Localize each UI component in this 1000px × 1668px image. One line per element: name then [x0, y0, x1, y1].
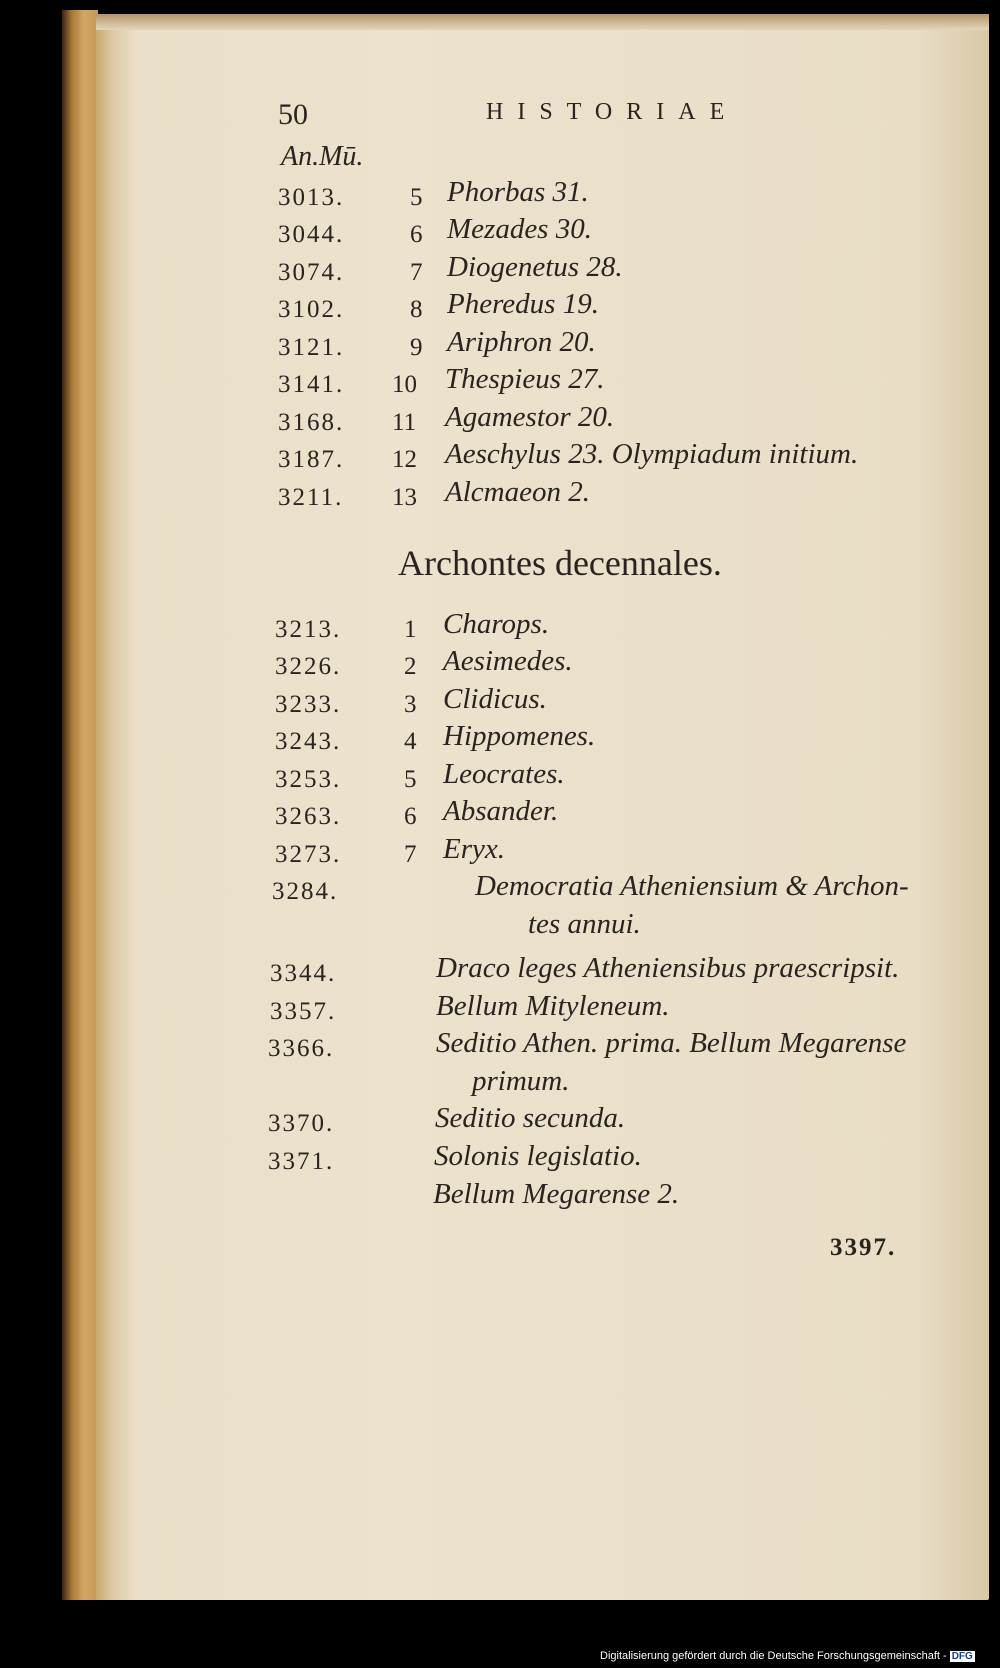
- dfg-logo: DFG: [951, 1651, 973, 1662]
- event-text: Seditio secunda.: [435, 1102, 626, 1134]
- name: Aeschylus 23. Olympiadum initium.: [445, 438, 859, 470]
- name: Aesimedes.: [443, 645, 573, 677]
- year: 3370.: [268, 1110, 335, 1137]
- year: 3253.: [275, 766, 342, 793]
- page-number: 50: [278, 98, 308, 131]
- year: 3284.: [272, 878, 339, 905]
- name: Hippomenes.: [443, 720, 596, 752]
- name: Alcmaeon 2.: [445, 476, 590, 508]
- name: Diogenetus 28.: [447, 251, 623, 283]
- event-text-continued: tes annui.: [528, 908, 641, 940]
- event-text: Draco leges Atheniensibus praescripsit.: [436, 952, 900, 984]
- year: 3213.: [275, 616, 342, 643]
- event-text: Bellum Megarense 2.: [433, 1178, 680, 1210]
- year: 3074.: [278, 259, 345, 286]
- ordinal: 11: [392, 409, 417, 436]
- name: Ariphron 20.: [447, 326, 596, 358]
- event-text-continued: primum.: [472, 1065, 570, 1097]
- name: Absander.: [443, 795, 559, 827]
- name: Charops.: [443, 608, 550, 640]
- name: Leocrates.: [443, 758, 565, 790]
- ordinal: 6: [410, 221, 423, 248]
- ordinal: 12: [392, 446, 417, 473]
- name: Eryx.: [443, 833, 505, 865]
- ordinal: 7: [404, 841, 417, 868]
- year: 3168.: [278, 409, 345, 436]
- digitization-credit: [600, 1650, 975, 1662]
- year: 3211.: [278, 484, 344, 511]
- year: 3044.: [278, 221, 345, 248]
- name: Phorbas 31.: [447, 176, 589, 208]
- year: 3243.: [275, 728, 342, 755]
- ordinal: 4: [404, 728, 417, 755]
- year: 3013.: [278, 184, 345, 211]
- year: 3263.: [275, 803, 342, 830]
- year: 3141.: [278, 371, 345, 398]
- event-text: Democratia Atheniensium & Archon-: [475, 870, 909, 902]
- ordinal: 7: [410, 259, 423, 286]
- year: 3366.: [268, 1035, 335, 1062]
- ordinal: 5: [410, 184, 423, 211]
- name: Pheredus 19.: [447, 288, 599, 320]
- ordinal: 10: [392, 371, 417, 398]
- ordinal: 1: [404, 616, 417, 643]
- ordinal: 8: [410, 296, 423, 323]
- event-text: Seditio Athen. prima. Bellum Megarense: [436, 1027, 907, 1059]
- year: 3121.: [278, 334, 345, 361]
- name: Clidicus.: [443, 683, 547, 715]
- name: Mezades 30.: [447, 213, 592, 245]
- credit-text: Digitalisierung gefördert durch die Deutsche Forschungsgemeinschaft -: [600, 1650, 947, 1662]
- year: 3344.: [270, 960, 337, 987]
- ordinal: 9: [410, 334, 423, 361]
- year: 3233.: [275, 691, 342, 718]
- ordinal: 5: [404, 766, 417, 793]
- ordinal: 6: [404, 803, 417, 830]
- section-heading: Archontes decennales.: [398, 543, 722, 583]
- event-text: Solonis legislatio.: [434, 1140, 642, 1172]
- name: Thespieus 27.: [445, 363, 605, 395]
- year: 3226.: [275, 653, 342, 680]
- year: 3273.: [275, 841, 342, 868]
- ordinal: 13: [392, 484, 417, 511]
- year: 3102.: [278, 296, 345, 323]
- running-head: HISTORIAE: [486, 99, 739, 125]
- ordinal: 3: [404, 691, 417, 718]
- year: 3371.: [268, 1148, 335, 1175]
- year: 3187.: [278, 446, 345, 473]
- catchword: 3397.: [830, 1234, 897, 1261]
- name: Agamestor 20.: [445, 401, 615, 433]
- page-edge: [62, 10, 98, 1600]
- column-label: An.Mū.: [281, 141, 364, 172]
- year: 3357.: [270, 998, 337, 1025]
- event-text: Bellum Mityleneum.: [436, 990, 670, 1022]
- page-top-shadow: [96, 14, 989, 30]
- ordinal: 2: [404, 653, 417, 680]
